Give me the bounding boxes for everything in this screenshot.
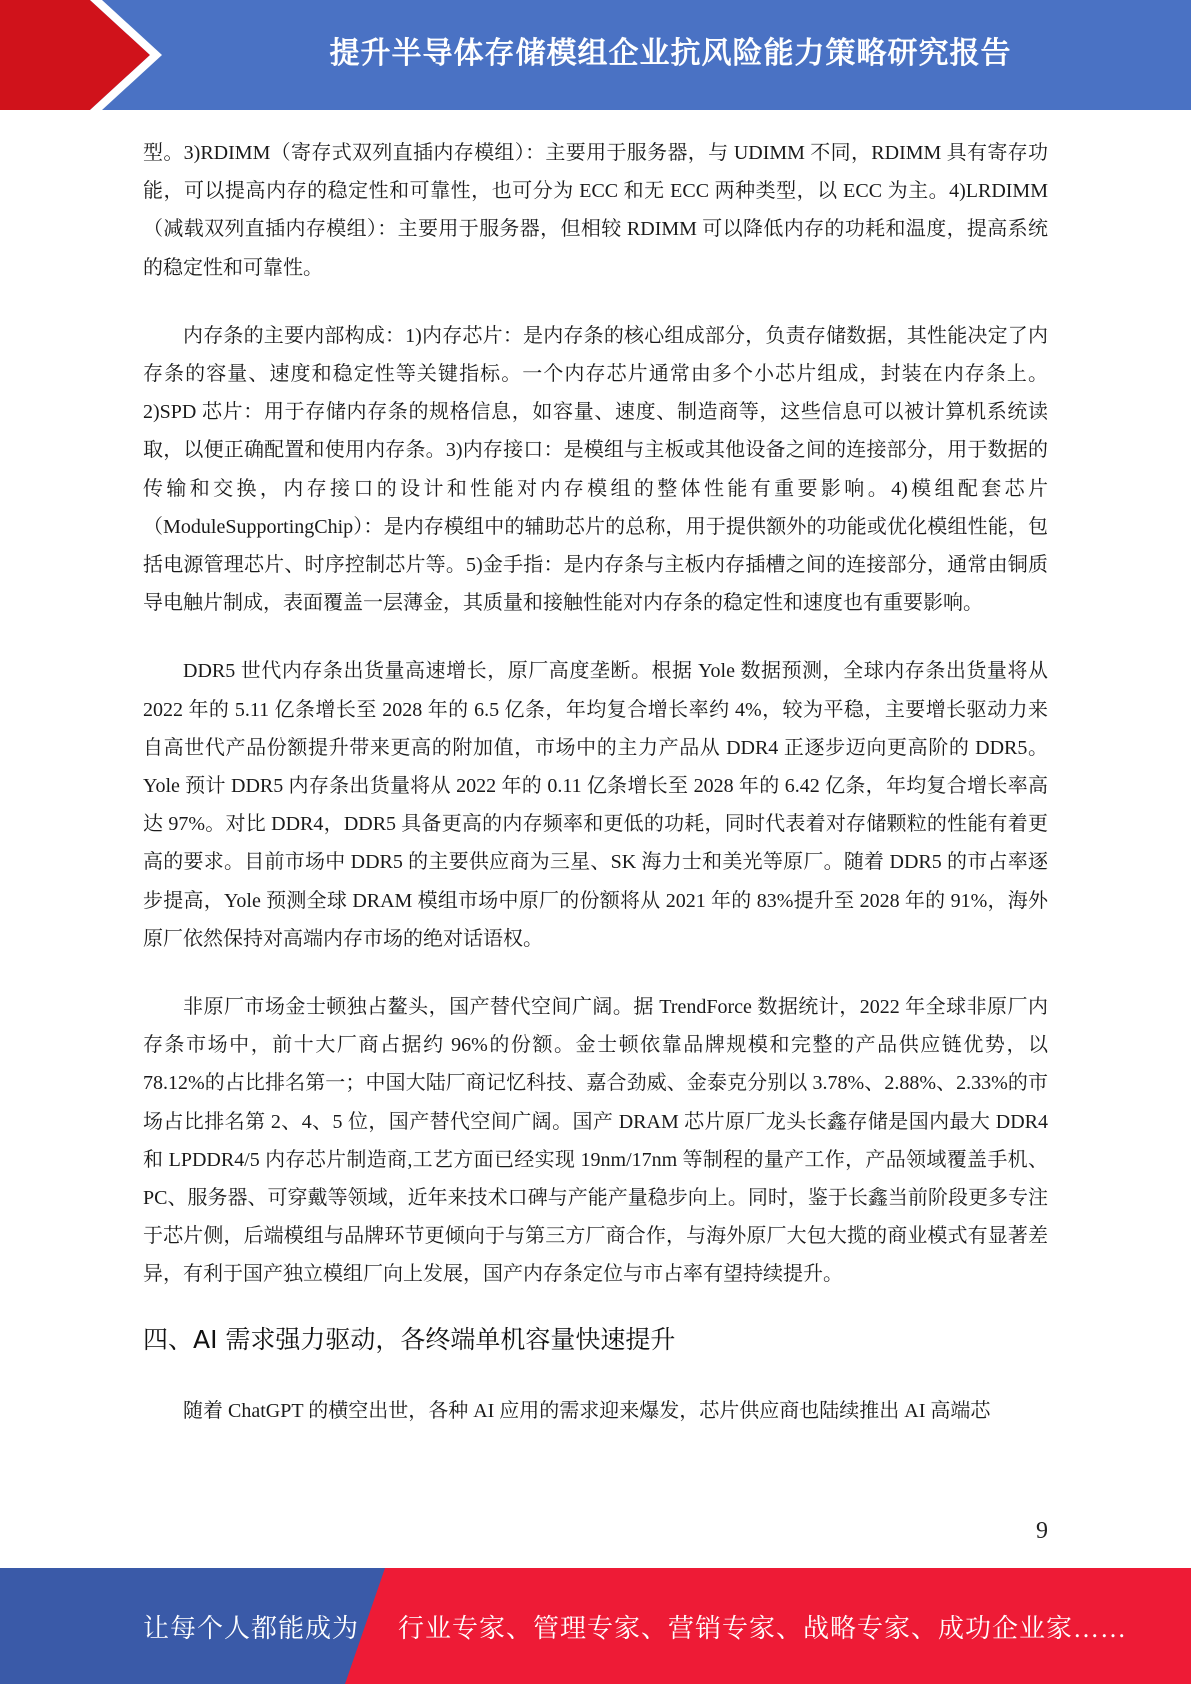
paragraph-chatgpt: 随着 ChatGPT 的横空出世，各种 AI 应用的需求迎来爆发，芯片供应商也陆续推出 AI 高端芯 xyxy=(183,1399,991,1422)
page-footer xyxy=(0,1568,1191,1684)
page-number: 9 xyxy=(1036,1518,1048,1544)
document-body xyxy=(143,134,1048,1430)
footer-slogan-right: 行业专家、管理专家、营销专家、战略专家、成功企业家…… xyxy=(398,1613,1128,1643)
paragraph-memory-components: 内存条的主要内部构成：1)内存芯片：是内存条的核心组成部分，负责存储数据，其性能决定了内存条的容量、速度和稳定性等关键指标。一个内存芯片通常由多个小芯片组成，封装在内存条上。2)SPD 芯片：用于存储内存条的规格信息，如容量、速度、制造商等，这些信息可以被计算机系统读取，以便正确配置和使用内存条。3)内存接口：是模组与主板或其他设备之间的连接部分，用于数据的传输和交换，内存接口的设计和性能对内存模组的整体性能有重要影响。4)模组配套芯片（ModuleSupportingChip）：是内存模组中的辅助芯片的总称，用于提供额外的功能或优化模组性能，包括电源管理芯片、时序控制芯片等。5)金手指：是内存条与主板内存插槽之间的连接部分，通常由铜质导电触片制成，表面覆盖一层薄金，其质量和接触性能对内存条的稳定性和速度也有重要影响。 xyxy=(143,324,1048,615)
paragraph-rdimm: 型。3)RDIMM（寄存式双列直插内存模组）：主要用于服务器，与 UDIMM 不同，RDIMM 具有寄存功能，可以提高内存的稳定性和可靠性，也可分为 ECC 和无 ECC 两种类型，以 ECC 为主。4)LRDIMM（减载双列直插内存模组）：主要用于服务器，但相较 RDIMM 可以降低内存的功耗和温度，提高系统的稳定性和可靠性。 xyxy=(143,142,1048,279)
page-header xyxy=(0,0,1191,110)
paragraph-kingston: 非原厂市场金士顿独占鳌头，国产替代空间广阔。据 TrendForce 数据统计，2022 年全球非原厂内存条市场中，前十大厂商占据约 96%的份额。金士顿依靠品牌规模和完整的产品供应链优势，以 78.12%的占比排名第一；中国大陆厂商记忆科技、嘉合劲威、金泰克分别以 3.78%、2.88%、2.33%的市场占比排名第 2、4、5 位，国产替代空间广阔。国产 DRAM 芯片原厂龙头长鑫存储是国内最大 DDR4 和 LPDDR4/5 内存芯片制造商,工艺方面已经实现 19nm/17nm 等制程的量产工作，产品领域覆盖手机、PC、服务器、可穿戴等领域，近年来技术口碑与产能产量稳步向上。同时，鉴于长鑫当前阶段更多专注于芯片侧，后端模组与品牌环节更倾向于与第三方厂商合作，与海外原厂大包大揽的商业模式有显著差异，有利于国产独立模组厂向上发展，国产内存条定位与市占率有望持续提升。 xyxy=(143,996,1048,1286)
footer-slogan-left: 让每个人都能成为 xyxy=(143,1613,360,1643)
section-heading: 四、AI 需求强力驱动，各终端单机容量快速提升 xyxy=(143,1324,676,1354)
report-title: 提升半导体存储模组企业抗风险能力策略研究报告 xyxy=(329,36,1012,71)
paragraph-ddr5-growth: DDR5 世代内存条出货量高速增长，原厂高度垄断。根据 Yole 数据预测，全球内存条出货量将从 2022 年的 5.11 亿条增长至 2028 年的 6.5 亿条，年均复合增长率约 4%，较为平稳，主要增长驱动力来自高世代产品份额提升带来更高的附加值，市场中的主力产品从 DDR4 正逐步迈向更高阶的 DDR5。Yole 预计 DDR5 内存条出货量将从 2022 年的 0.11 亿条增长至 2028 年的 6.42 亿条，年均复合增长率高达 97%。对比 DDR4，DDR5 具备更高的内存频率和更低的功耗，同时代表着对存储颗粒的性能有着更高的要求。目前市场中 DDR5 的主要供应商为三星、SK 海力士和美光等原厂。随着 DDR5 的市占率逐步提高，Yole 预测全球 DRAM 模组市场中原厂的份额将从 2021 年的 83%提升至 2028 年的 91%，海外原厂依然保持对高端内存市场的绝对话语权。 xyxy=(143,660,1048,950)
